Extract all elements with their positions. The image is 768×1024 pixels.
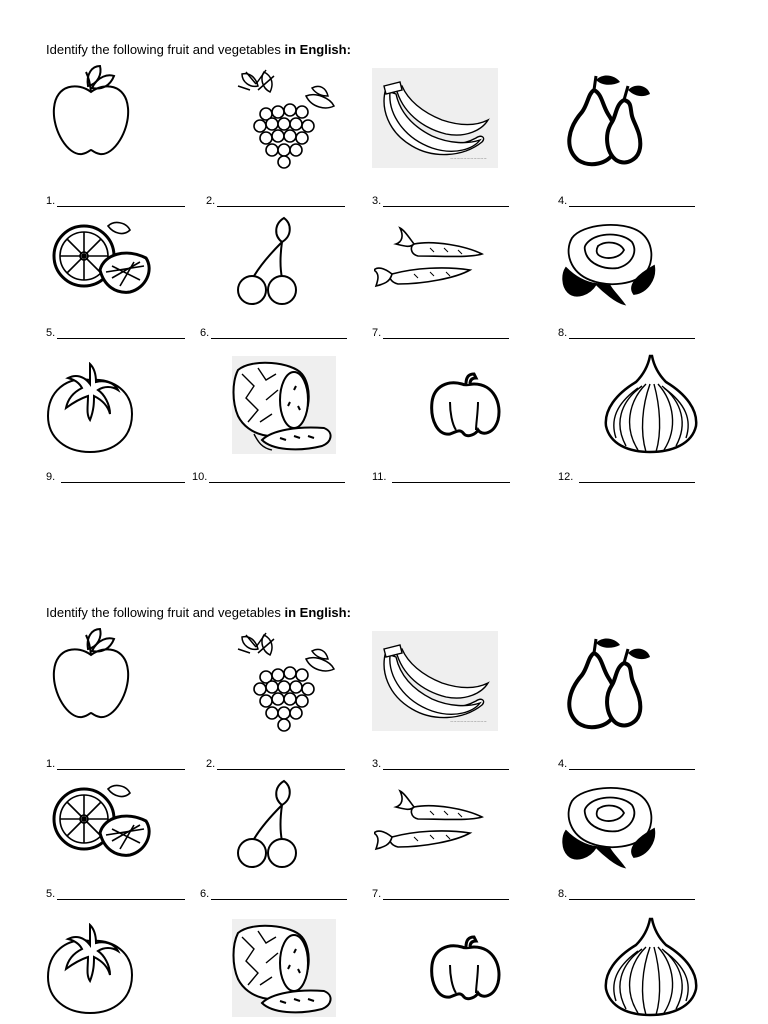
- answer-blank[interactable]: 6.: [200, 326, 347, 340]
- answer-blank[interactable]: 4.: [558, 757, 695, 771]
- answer-blank[interactable]: 1.: [46, 757, 185, 771]
- answer-blank[interactable]: 5.: [46, 887, 185, 901]
- cherries-icon: [234, 777, 302, 871]
- apple-icon: [48, 627, 134, 721]
- tomato-icon: [46, 923, 136, 1015]
- svg-text:~~~~~~~~~~~: ~~~~~~~~~~~: [450, 719, 487, 724]
- pepper-icon: [428, 372, 502, 438]
- cherries-icon: [234, 214, 302, 308]
- answer-blank[interactable]: 8.: [558, 326, 695, 340]
- svg-text:~~~~~~~~~~~: ~~~~~~~~~~~: [450, 156, 487, 161]
- carrots-icon: [374, 789, 484, 859]
- pepper-icon: [428, 935, 502, 1001]
- answer-blank[interactable]: 4.: [558, 194, 695, 208]
- answer-blank[interactable]: 11.: [372, 470, 510, 484]
- answer-blank[interactable]: 3.: [372, 194, 509, 208]
- answer-blank[interactable]: 3.: [372, 757, 509, 771]
- grapes-icon: [236, 629, 340, 733]
- answer-blank[interactable]: 9.: [46, 470, 185, 484]
- apple-icon: [48, 64, 134, 158]
- worksheet-1: [0, 42, 768, 512]
- pears-icon: [558, 72, 654, 168]
- answer-blank[interactable]: 2.: [206, 194, 345, 208]
- bananas-icon: [372, 68, 498, 168]
- answer-blank[interactable]: 2.: [206, 757, 345, 771]
- onion-icon: [602, 917, 700, 1017]
- worksheet-title: Identify the following fruit and vegetables in English:: [46, 605, 351, 620]
- answer-blank[interactable]: 10.: [192, 470, 345, 484]
- answer-blank[interactable]: 1.: [46, 194, 185, 208]
- cabbage-icon: [562, 218, 658, 306]
- pears-icon: [558, 635, 654, 731]
- answer-blank[interactable]: 6.: [200, 887, 347, 901]
- carrots-icon: [374, 226, 484, 296]
- cucumber-icon: [232, 919, 336, 1017]
- cucumber-icon: [232, 356, 336, 454]
- cabbage-icon: [562, 781, 658, 869]
- orange-icon: [50, 777, 154, 859]
- tomato-icon: [46, 362, 136, 454]
- answer-blank[interactable]: 12.: [558, 470, 695, 484]
- bananas-icon: [372, 631, 498, 731]
- onion-icon: [602, 354, 700, 454]
- answer-blank[interactable]: 7.: [372, 887, 509, 901]
- orange-icon: [50, 214, 154, 296]
- answer-blank[interactable]: 5.: [46, 326, 185, 340]
- answer-blank[interactable]: 7.: [372, 326, 509, 340]
- worksheet-2: [0, 605, 768, 1024]
- answer-blank[interactable]: 8.: [558, 887, 695, 901]
- worksheet-title: Identify the following fruit and vegetables in English:: [46, 42, 351, 57]
- grapes-icon: [236, 66, 340, 170]
